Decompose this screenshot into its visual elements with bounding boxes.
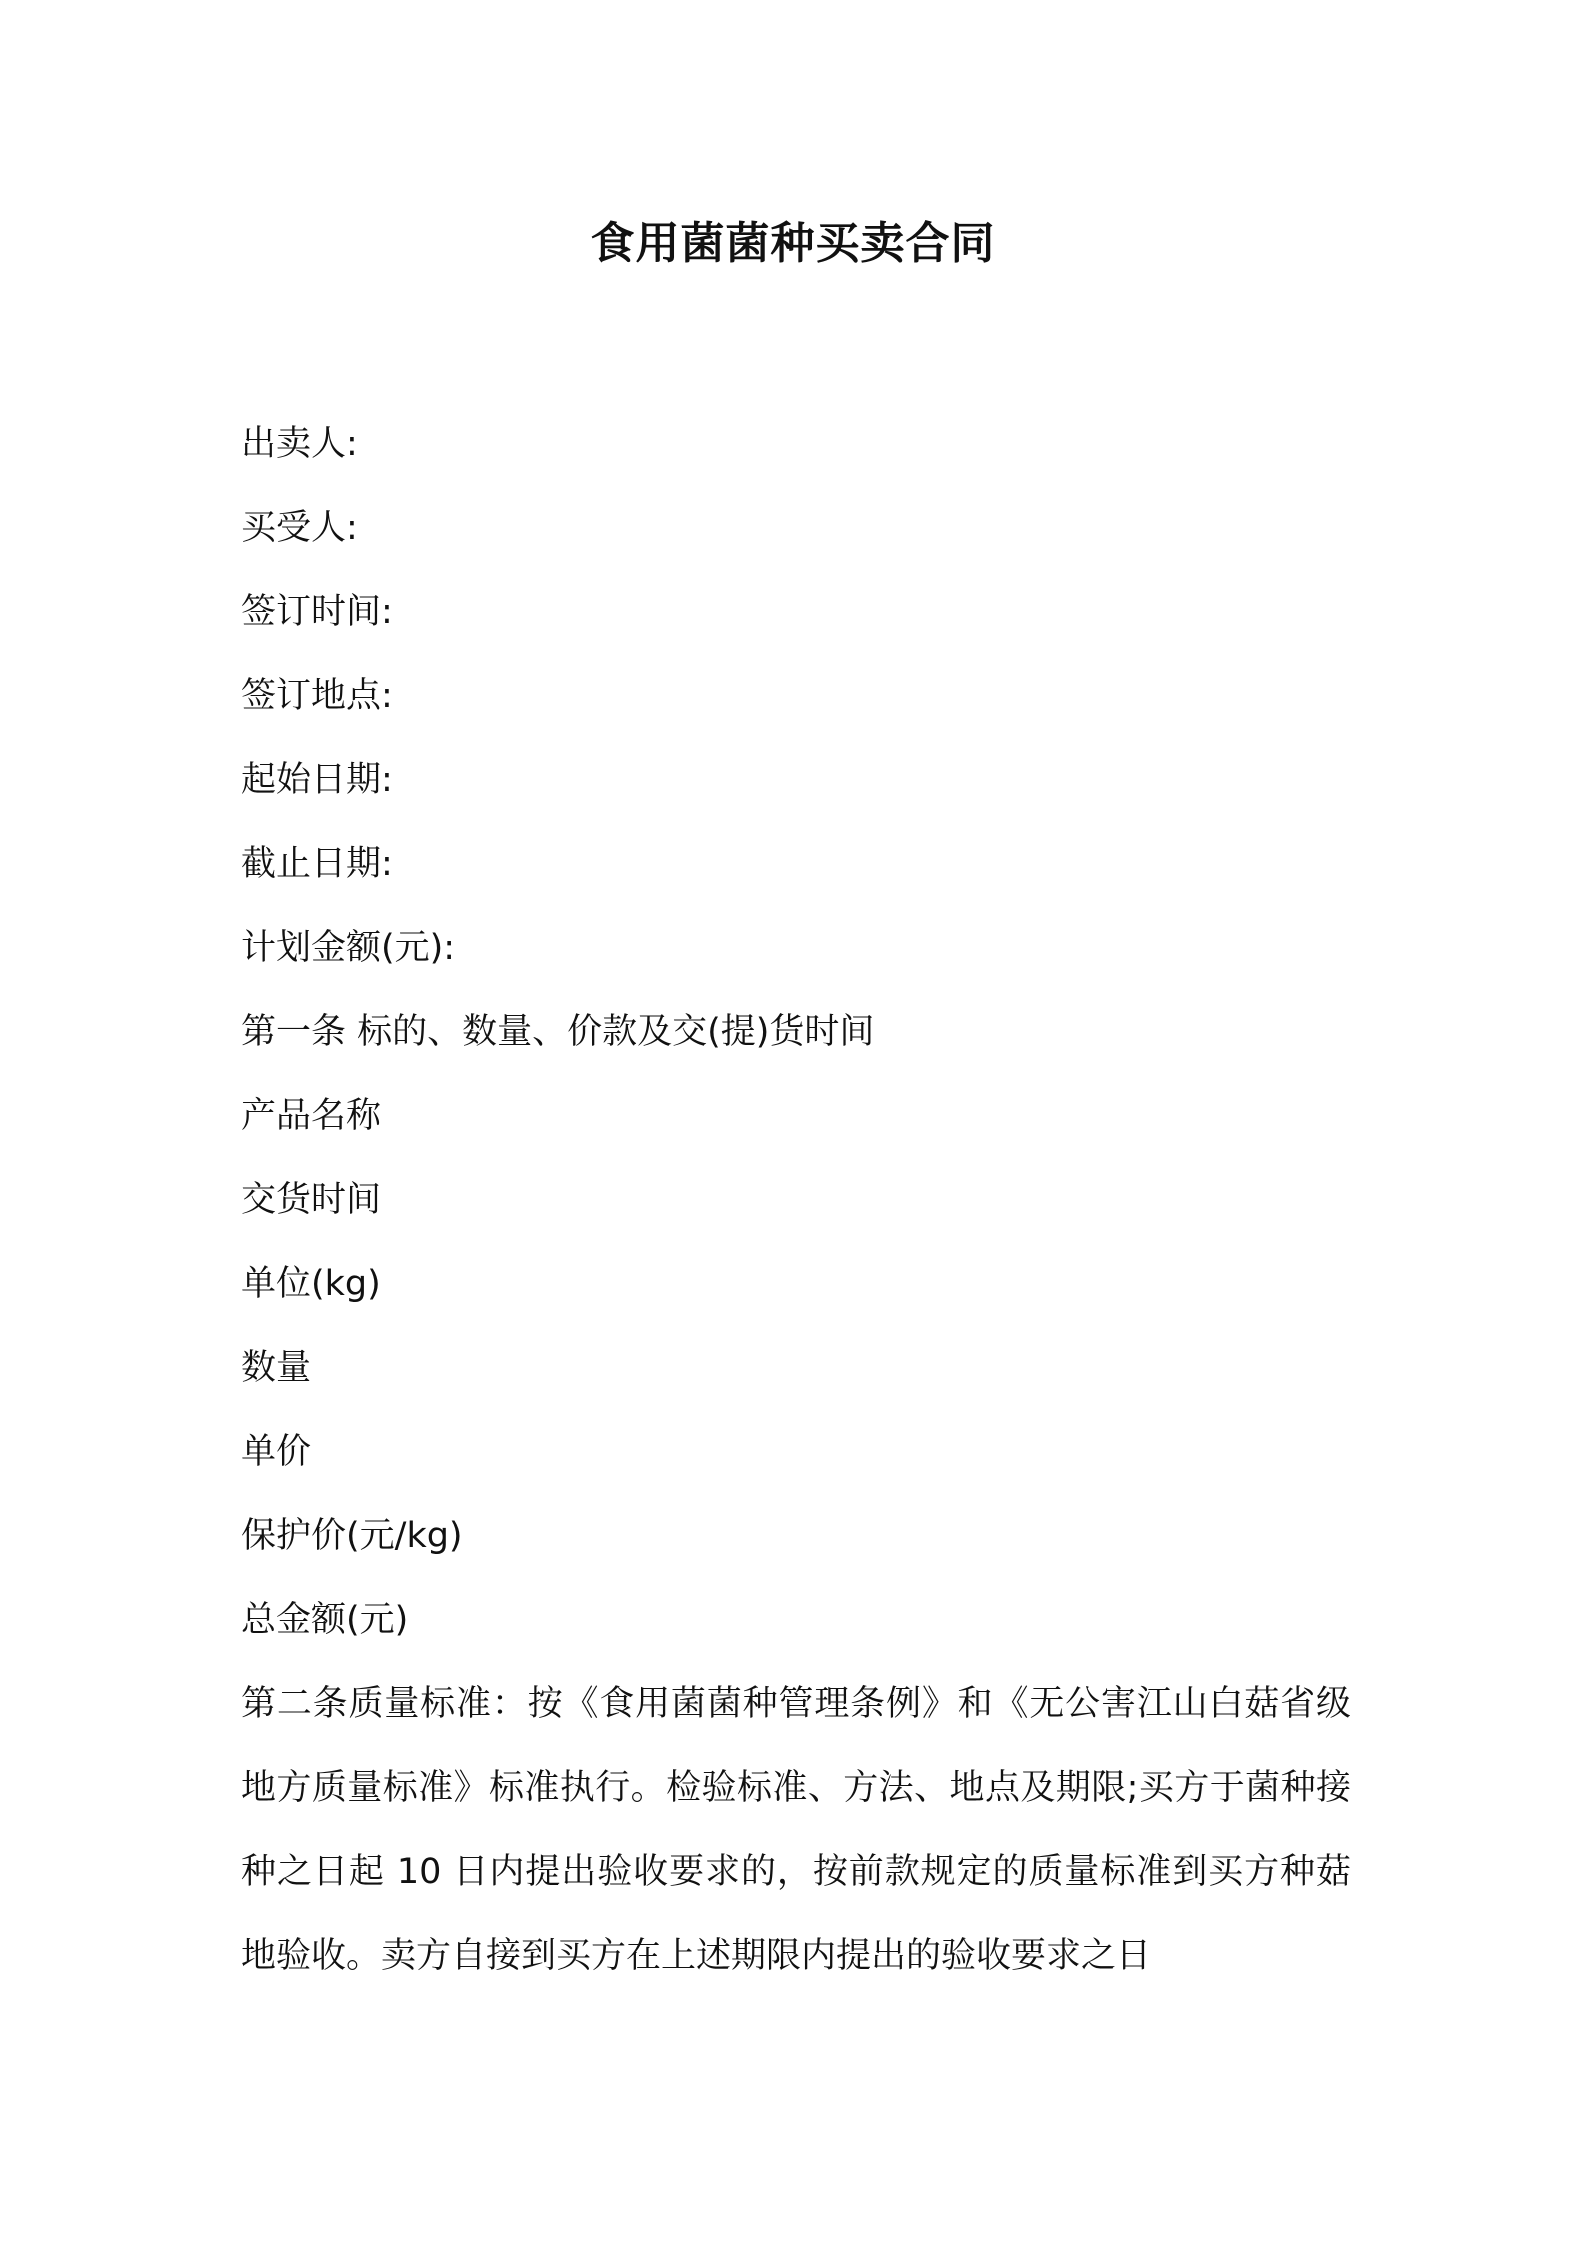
field-signing-time: 签订时间:: [241, 592, 393, 632]
field-unit: 单位(kg): [241, 1264, 381, 1304]
field-product-name: 产品名称: [241, 1096, 382, 1136]
field-start-date: 起始日期:: [241, 760, 393, 800]
field-total-amount: 总金额(元): [241, 1600, 409, 1640]
field-planned-amount: 计划金额(元):: [241, 928, 456, 968]
field-quantity: 数量: [241, 1348, 312, 1388]
field-seller: 出卖人:: [241, 424, 358, 464]
field-end-date: 截止日期:: [241, 844, 393, 884]
clause-1-heading: 第一条 标的、数量、价款及交(提)货时间: [241, 1012, 875, 1052]
field-signing-place: 签订地点:: [241, 676, 393, 716]
document-title: 食用菌菌种买卖合同: [590, 218, 996, 269]
document-body: [241, 402, 1351, 1998]
field-protective-price: 保护价(元/kg): [241, 1516, 463, 1556]
field-unit-price: 单价: [241, 1432, 312, 1472]
field-buyer: 买受人:: [241, 508, 358, 548]
field-delivery-time: 交货时间: [241, 1180, 382, 1220]
clause-2-paragraph: 第二条质量标准：按《食用菌菌种管理条例》和《无公害江山白菇省级地方质量标准》标准执行。检验标准、方法、地点及期限;买方于菌种接种之日起 10 日内提出验收要求的，按前款规定的质量标准到买方种菇地验收。卖方自接到买方在上述期限内提出的验收要求之日: [241, 1684, 1351, 1976]
